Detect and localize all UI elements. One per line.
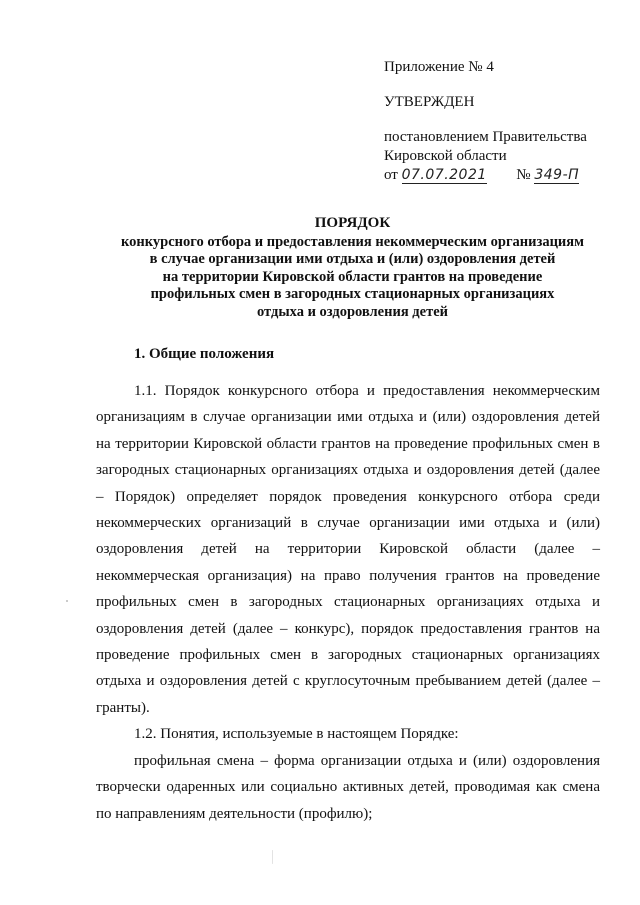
paragraph-1-1: 1.1. Порядок конкурсного отбора и предоставления некоммерческим организациям в случае организации ими отдыха и (или) оздоровления детей на территории Кировской области грантов на проведение профильных смен в загородных стационарных организациях отдыха и оздоровления детей (далее – Порядок) определяет порядок проведения конкурсного отбора среди некоммерческих организаций в случае организации ими отдыха и (или) оздоровления детей на территории Кировской области (далее – некоммерческая организация) на право получения грантов на проведение профильных смен в загородных стационарных организациях отдыха и оздоровления детей (далее – конкурс), порядок предоставления грантов на проведение профильных смен в загородных стационарных организациях отдыха и оздоровления детей с круглосуточным пребыванием детей (далее – гранты).	[96, 383, 600, 716]
title-line: в случае организации ими отдыха и (или) оздоровления детей	[149, 251, 556, 267]
paragraph-1-2: 1.2. Понятия, используемые в настоящем Порядке:	[134, 726, 459, 743]
title-line: отдыха и оздоровления детей	[257, 303, 448, 320]
approval-block	[384, 58, 624, 185]
handwritten-number: 349-П	[534, 167, 580, 183]
section-body	[96, 378, 600, 827]
title-line: профильных смен в загородных стационарных организациях	[150, 286, 555, 302]
decree-date-line	[384, 166, 624, 185]
decree-line-2: Кировской области	[384, 148, 507, 164]
title-heading: ПОРЯДОК	[314, 215, 391, 231]
section-heading: 1. Общие положения	[134, 346, 275, 362]
title-line: на территории Кировской области грантов на проведение	[162, 268, 543, 285]
scan-speck	[66, 600, 68, 602]
approved-label: УТВЕРЖДЕН	[384, 94, 475, 110]
decree-line-1: постановлением Правительства	[384, 129, 587, 145]
handwritten-date: 07.07.2021	[401, 167, 487, 183]
date-prefix: от	[384, 167, 398, 183]
title-line: конкурсного отбора и предоставления некоммерческим организациям	[120, 233, 585, 250]
number-prefix: №	[516, 167, 531, 183]
scan-speck	[272, 850, 273, 864]
document-title	[60, 215, 640, 321]
appendix-label: Приложение № 4	[384, 59, 494, 75]
paragraph-definition: профильная смена – форма организации отдыха и (или) оздоровления творчески одаренных или социально активных детей, проводимая как смена по направлениям деятельности (профилю);	[96, 752, 600, 822]
